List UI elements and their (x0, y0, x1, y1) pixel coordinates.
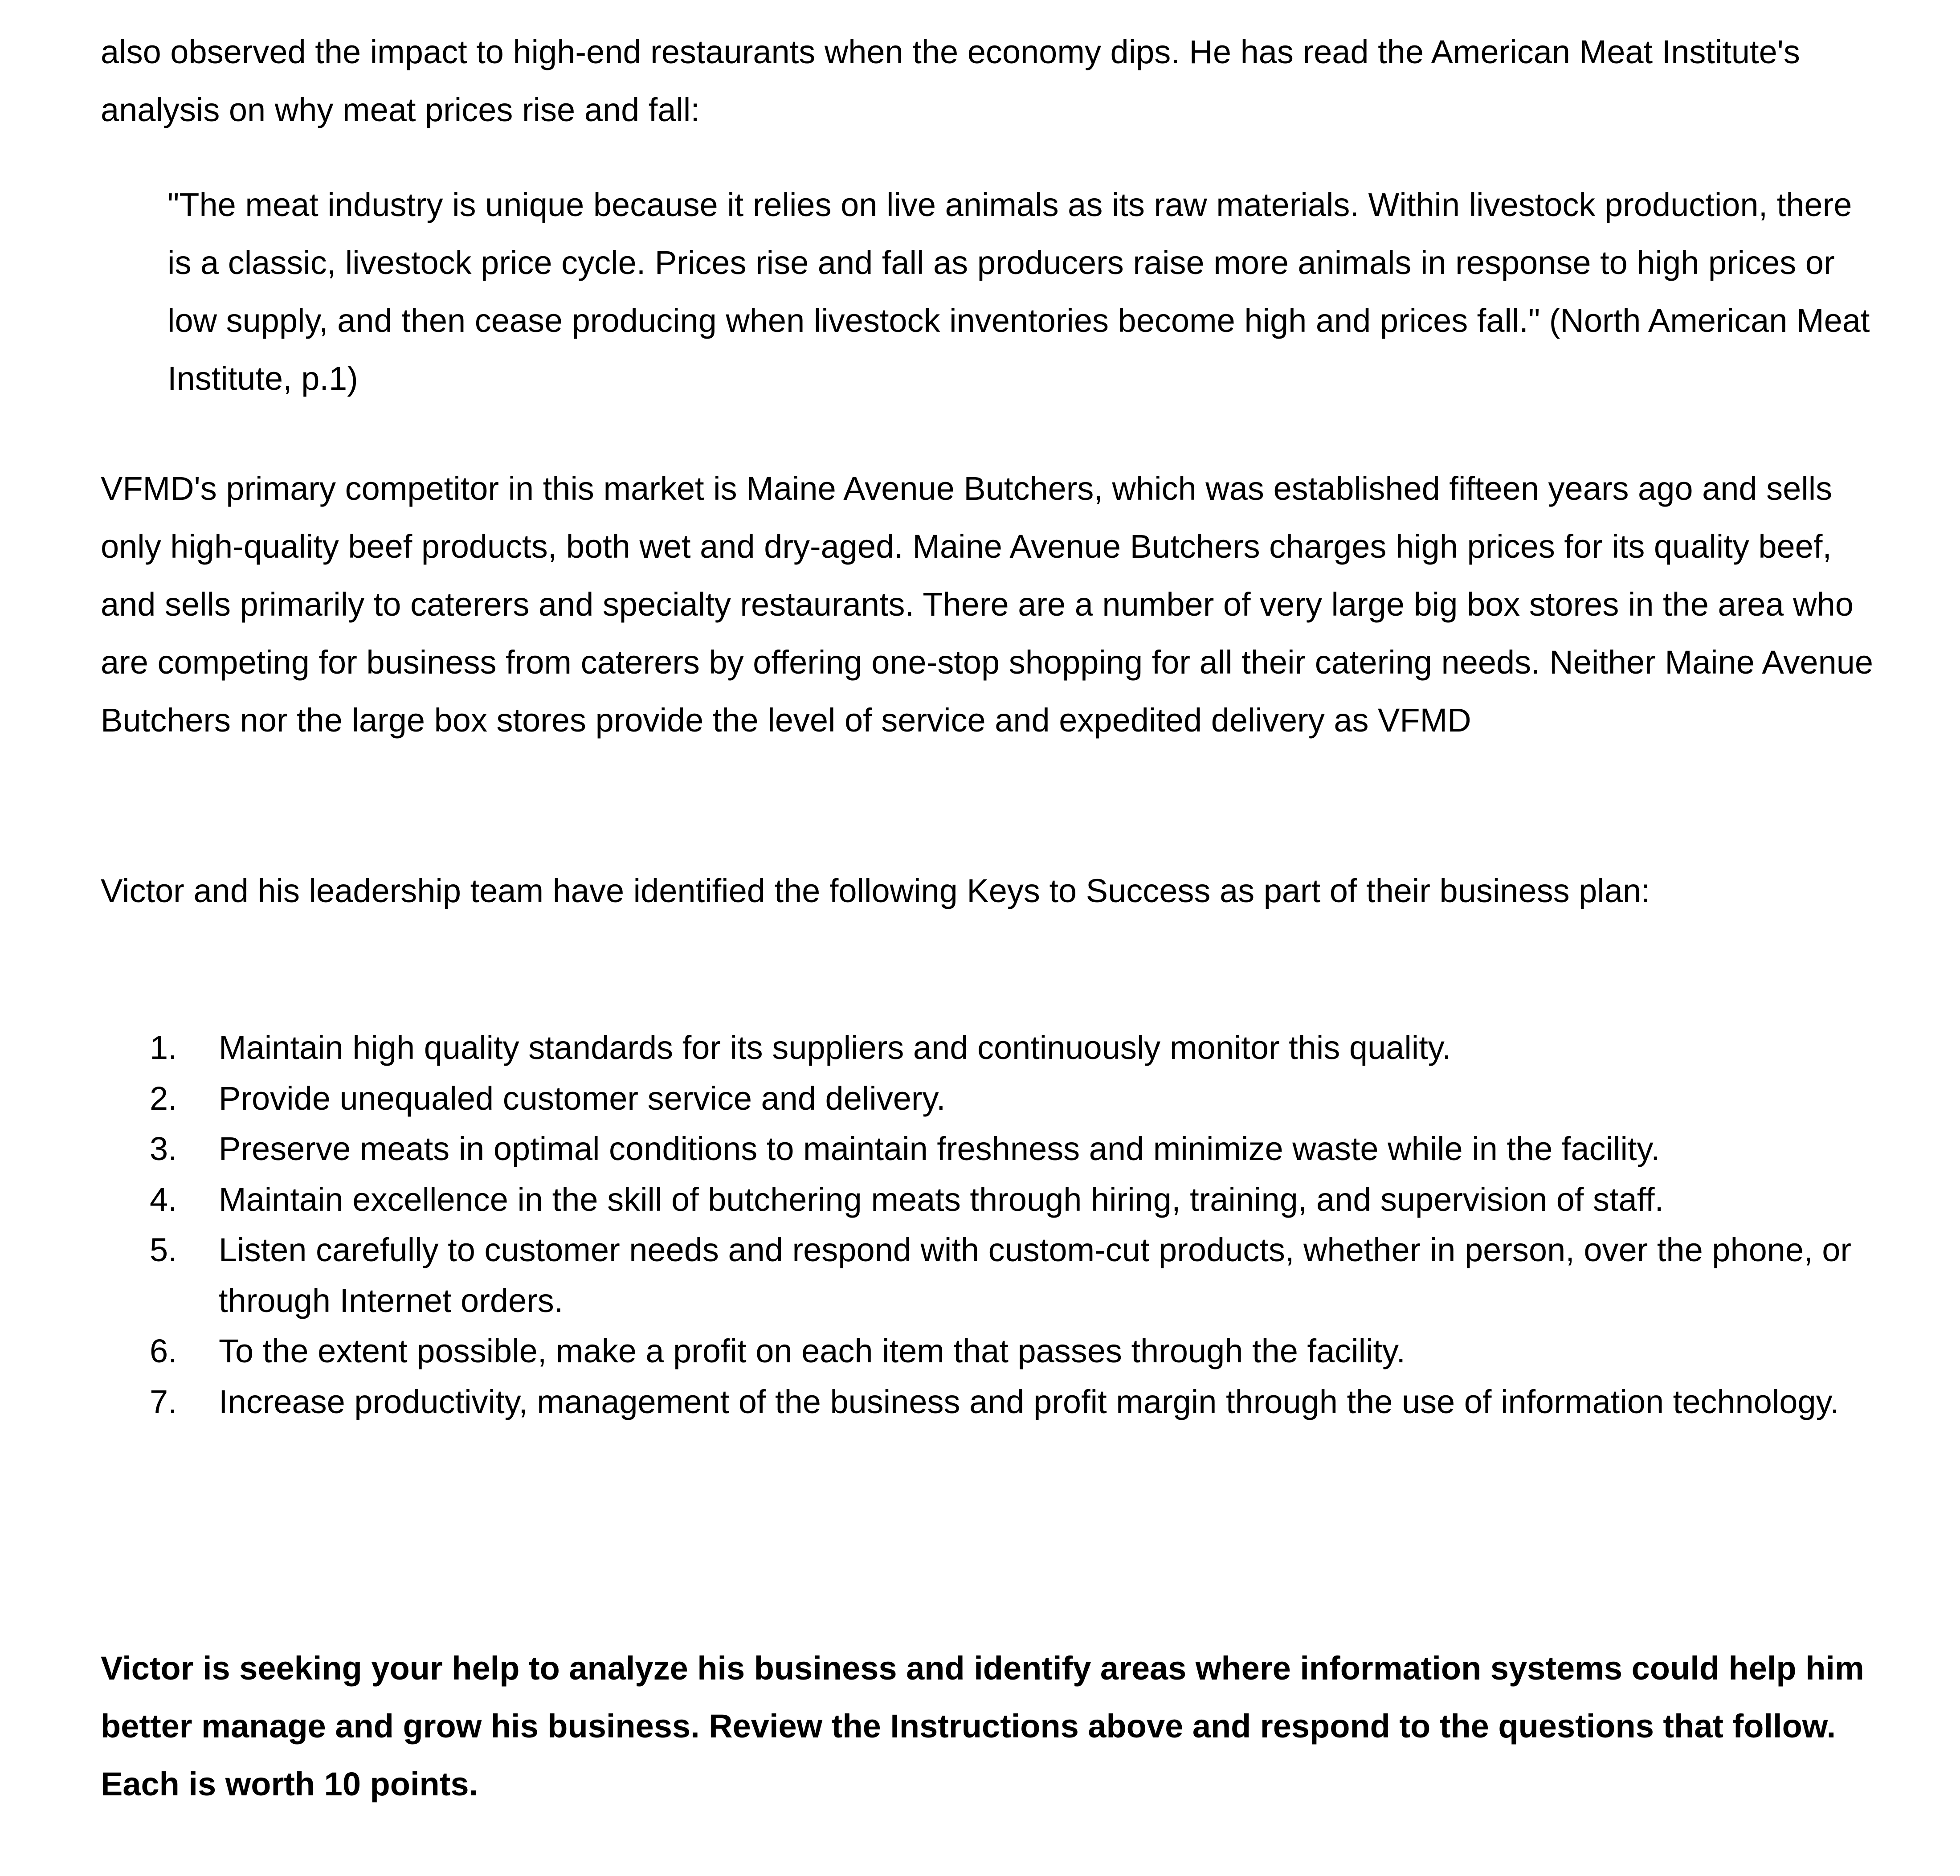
block-quote: "The meat industry is unique because it relies on live animals as its raw materials. Within livestock production, there is a classic, livestock price cycle. Prices rise and fall as producers raise more animals in response to high prices or low supply, and then cease producing when livestock inventories become high and prices fall." (North American Meat Institute, p.1) (167, 186, 1870, 397)
list-item-text: Preserve meats in optimal conditions to maintain freshness and minimize waste while in the facility. (219, 1130, 1660, 1167)
list-item (101, 1225, 1878, 1326)
list-item-text: Increase productivity, management of the business and profit margin through the use of information technology. (219, 1383, 1839, 1420)
closing-paragraph: Victor is seeking your help to analyze his business and identify areas where information systems could help him better manage and grow his business. Review the Instructions above and respond to the questions that follow. Each is worth 10 points. (101, 1650, 1864, 1802)
list-item-number: 2. (150, 1079, 177, 1117)
list-item-number: 1. (150, 1029, 177, 1066)
intro-paragraph: also observed the impact to high-end restaurants when the economy dips. He has read the American Meat Institute's analysis on why meat prices rise and fall: (101, 33, 1800, 128)
list-item-number: 3. (150, 1130, 177, 1167)
list-item-text: To the extent possible, make a profit on each item that passes through the facility. (219, 1332, 1406, 1369)
list-item-number: 6. (150, 1332, 177, 1369)
list-item (101, 1022, 1878, 1073)
list-item-text: Maintain high quality standards for its suppliers and continuously monitor this quality. (219, 1029, 1451, 1066)
competitor-paragraph: VFMD's primary competitor in this market is Maine Avenue Butchers, which was established fifteen years ago and sells only high-quality beef products, both wet and dry-aged. Maine Avenue Butchers charges high prices for its quality beef, and sells primarily to caterers and specialty restaurants. There are a number of very large big box stores in the area who are competing for business from caterers by offering one-stop shopping for all their catering needs. Neither Maine Avenue Butchers nor the large box stores provide the level of service and expedited delivery as VFMD (101, 470, 1874, 739)
list-item-text: Maintain excellence in the skill of butchering meats through hiring, training, and supervision of staff. (219, 1181, 1664, 1218)
list-item (101, 1174, 1878, 1225)
list-item-text: Listen carefully to customer needs and respond with custom-cut products, whether in person, over the phone, or through Internet orders. (219, 1231, 1851, 1319)
list-item-text: Provide unequaled customer service and delivery. (219, 1079, 946, 1117)
list-item (101, 1124, 1878, 1174)
list-item (101, 1073, 1878, 1124)
keys-to-success-list (101, 1022, 1878, 1427)
list-item (101, 1377, 1878, 1427)
list-item (101, 1326, 1878, 1377)
list-item-number: 5. (150, 1231, 177, 1268)
keys-intro-paragraph: Victor and his leadership team have identified the following Keys to Success as part of their business plan: (101, 872, 1650, 909)
list-item-number: 4. (150, 1181, 177, 1218)
list-item-number: 7. (150, 1383, 177, 1420)
